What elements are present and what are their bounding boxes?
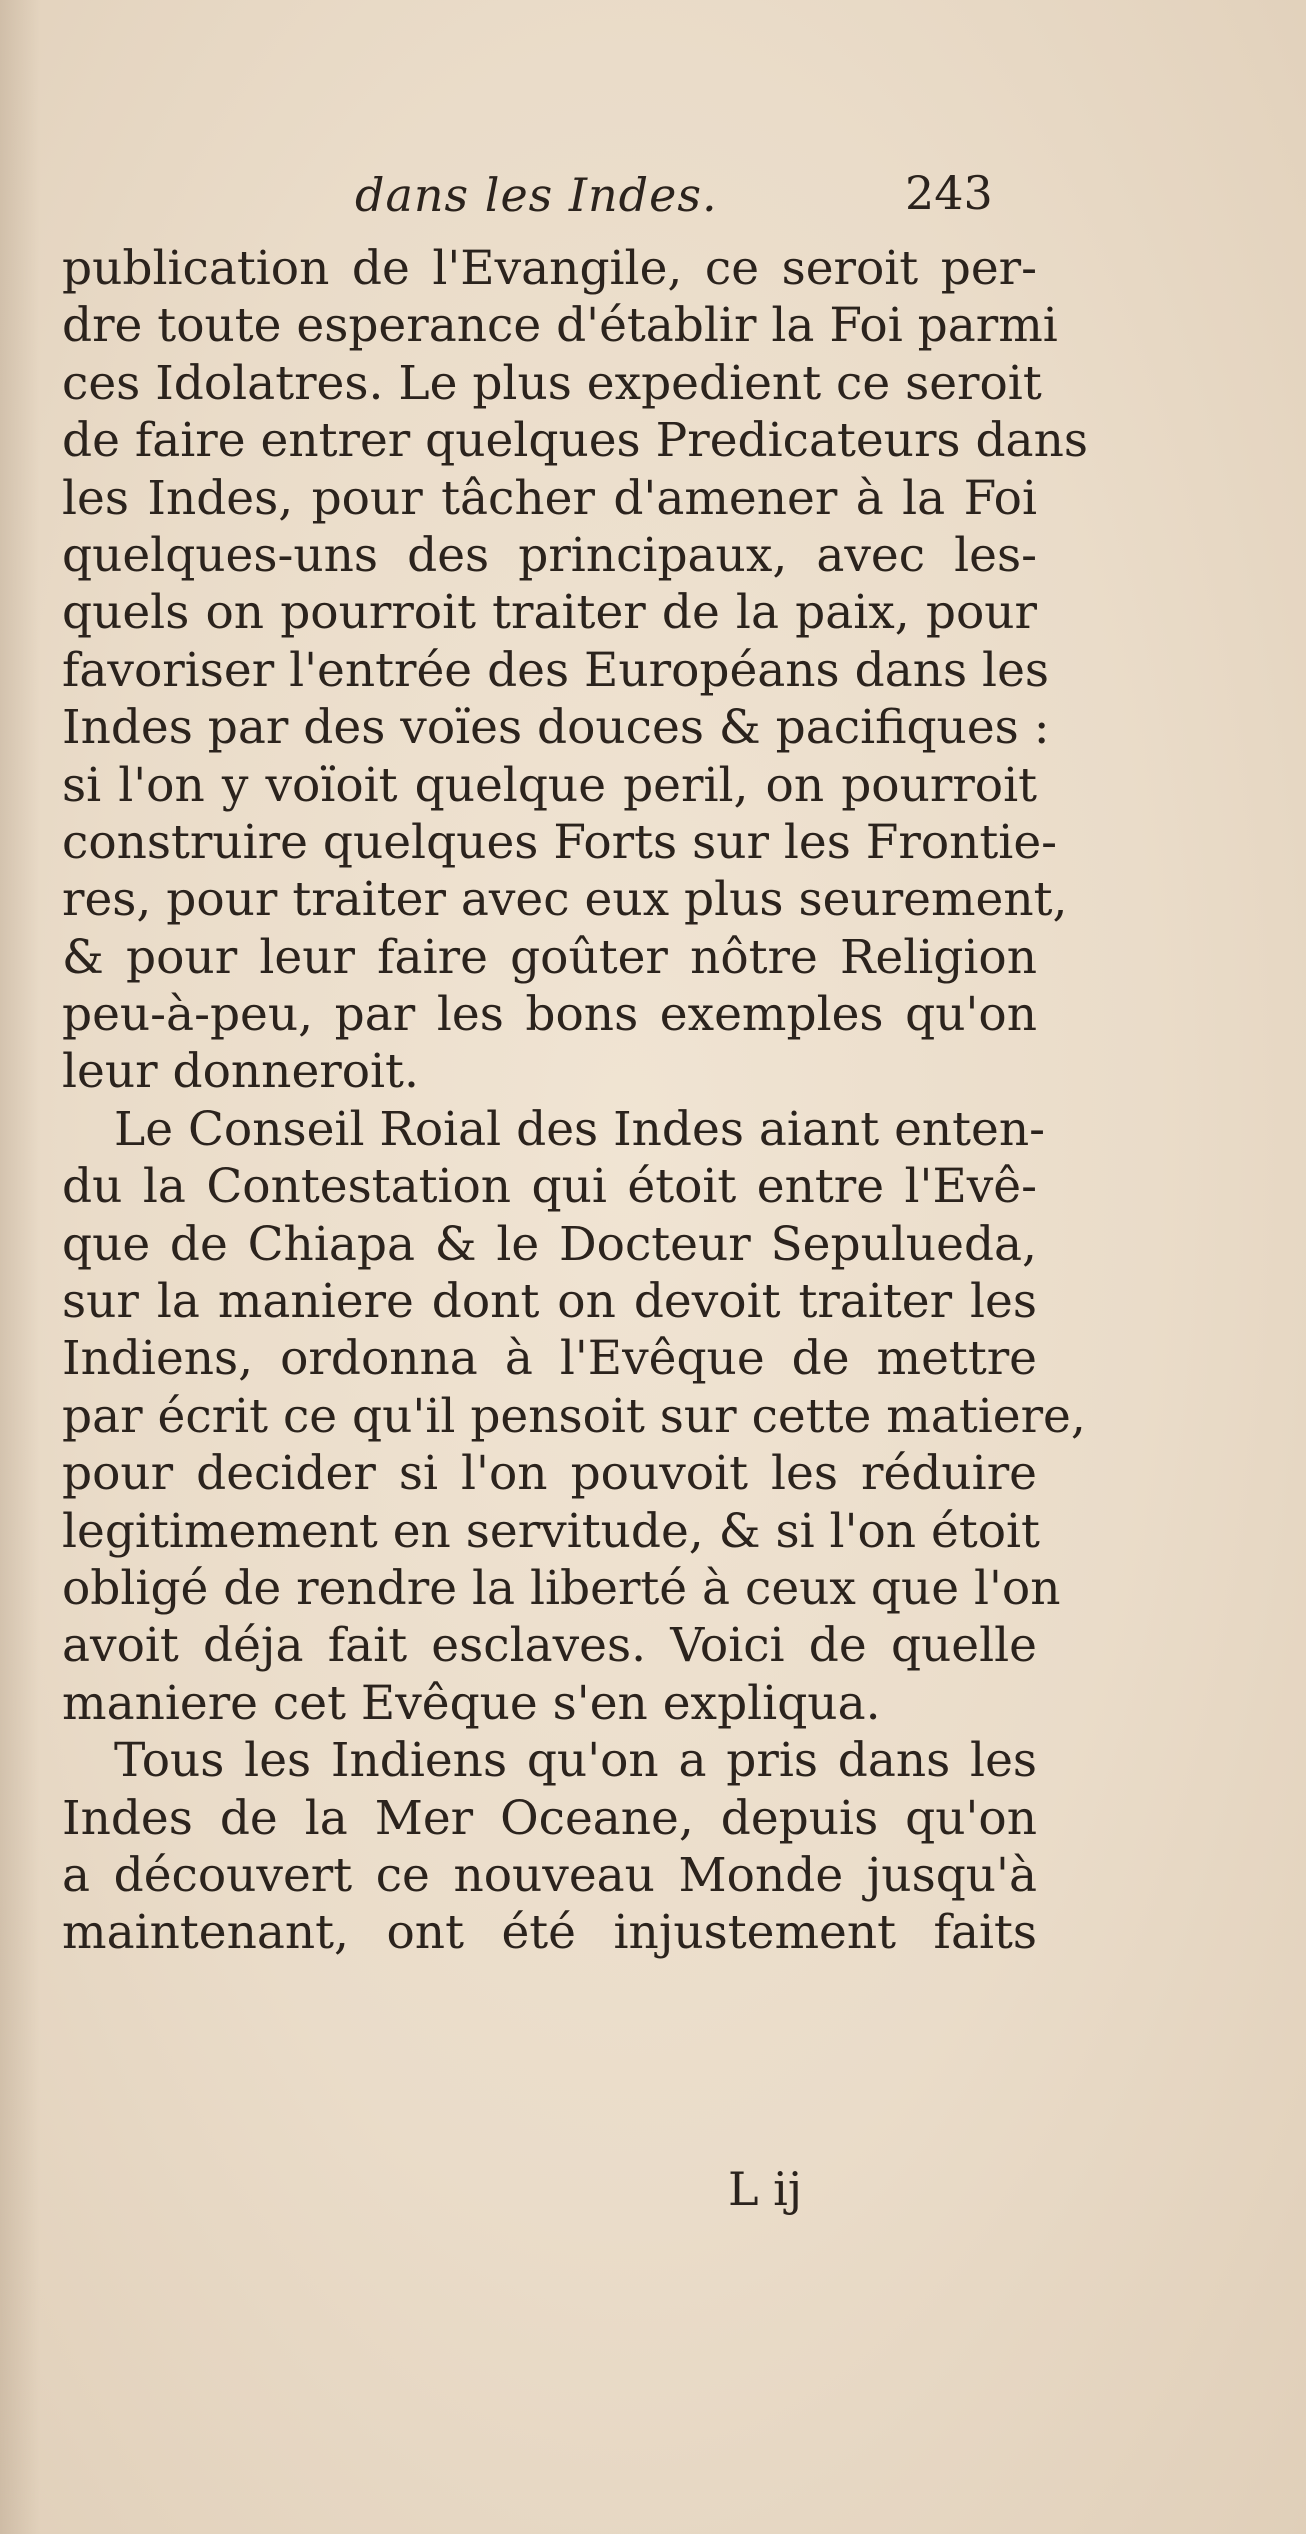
text-line: par écrit ce qu'il pensoit sur cette matiere, (62, 1388, 1086, 1444)
text-line: legitimement en servitude, & si l'on étoit (62, 1503, 1040, 1559)
text-line: sur la maniere dont on devoit traiter les (62, 1274, 1037, 1330)
text-line: quelques-uns des principaux, avec les- (62, 527, 1037, 583)
text-line: publication de l'Evangile, ce seroit per- (62, 241, 1037, 296)
text-line: du la Contestation qui étoit entre l'Evê- (62, 1159, 1037, 1215)
signature-mark: L ij (728, 2162, 803, 2216)
text-line: peu-à-peu, par les bons exemples qu'on (62, 987, 1037, 1043)
gutter-shadow (0, 0, 40, 2534)
text-line: maintenant, ont été injustement faits (62, 1905, 1037, 1961)
running-header (0, 160, 1306, 230)
running-title: dans les Indes. (355, 168, 718, 222)
text-line: pour decider si l'on pouvoit les réduire (62, 1446, 1037, 1502)
text-line: & pour leur faire goûter nôtre Religion (62, 929, 1037, 985)
text-line: dre toute esperance d'établir la Foi parmi (62, 298, 1058, 354)
text-line: ces Idolatres. Le plus expedient ce seroit (62, 355, 1042, 411)
text-line: que de Chiapa & le Docteur Sepulueda, (62, 1216, 1037, 1272)
paragraph-end-line: maniere cet Evêque s'en expliqua. (62, 1675, 881, 1731)
paragraph-start-line: Tous les Indiens qu'on a pris dans les (114, 1733, 1037, 1789)
text-line: quels on pourroit traiter de la paix, pour (62, 585, 1037, 641)
page-number: 243 (905, 166, 993, 220)
text-line: les Indes, pour tâcher d'amener à la Foi (62, 470, 1037, 526)
paragraph-start-line: Le Conseil Roial des Indes aiant enten- (114, 1101, 1046, 1157)
text-line: a découvert ce nouveau Monde jusqu'à (62, 1847, 1037, 1903)
text-line: avoit déja fait esclaves. Voici de quelle (62, 1618, 1037, 1674)
text-line: Indes de la Mer Oceane, depuis qu'on (62, 1790, 1037, 1846)
body-text (62, 240, 1088, 1962)
text-line: obligé de rendre la liberté à ceux que l'on (62, 1560, 1061, 1616)
text-line: Indiens, ordonna à l'Evêque de mettre (62, 1331, 1037, 1387)
text-line: de faire entrer quelques Predicateurs dans (62, 413, 1088, 469)
text-line: favoriser l'entrée des Européans dans les (62, 642, 1050, 698)
text-line: si l'on y voïoit quelque peril, on pourroit (62, 757, 1037, 813)
text-line: construire quelques Forts sur les Frontie- (62, 814, 1058, 870)
paragraph-end-line: leur donneroit. (62, 1044, 419, 1100)
text-line: res, pour traiter avec eux plus seurement, (62, 872, 1068, 928)
text-line: Indes par des voïes douces & pacifiques : (62, 700, 1050, 756)
